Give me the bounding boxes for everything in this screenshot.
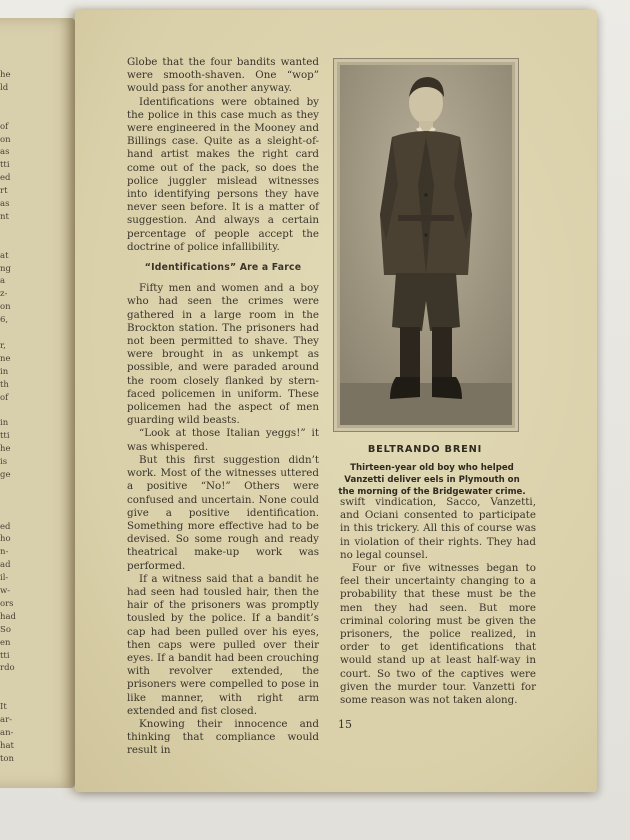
facing-page-text-fragment: at (0, 250, 9, 261)
facing-page-text-fragment: nt (0, 211, 9, 222)
facing-page-text-fragment: had (0, 611, 16, 622)
paragraph-globe: Globe that the four bandits wanted were smooth-shaven. One “wop” would pass for another anyway. (127, 56, 319, 95)
paragraph-tousled-hair: If a witness said that a bandit he had seen had tousled hair, then the hair of the prisoners was promptly tousled by the police. If a bandit’s cap had been pulled over his eyes, then caps were pulled over their eyes. If a bandit had been crouching with revolver extended, the prisoners were compelled to pose in like manner, with right arm extended and fist closed. (127, 572, 319, 717)
facing-page-text-fragment: ad (0, 560, 11, 571)
facing-page-text-fragment: of (0, 121, 9, 132)
facing-page-text-fragment: tti (0, 160, 10, 171)
facing-page-text-fragment: ed (0, 173, 11, 184)
facing-page-text-fragment: as (0, 147, 10, 158)
section-heading: “Identifications” Are a Farce (144, 262, 302, 274)
paragraph-knowing-innocence: Knowing their innocence and thinking that compliance would result in (127, 717, 319, 757)
facing-page-text-fragment: ld (0, 82, 9, 93)
facing-page-text-fragment: as (0, 199, 10, 209)
facing-page-text-fragment: tti (0, 650, 10, 661)
facing-page-text-fragment: rdo (0, 663, 15, 674)
facing-page-text-fragment: in (0, 418, 9, 429)
left-text-column (127, 56, 319, 758)
facing-page-text-fragment: en (0, 637, 11, 648)
facing-page-text-fragment: rt (0, 186, 8, 197)
facing-page-text-fragment: in (0, 366, 9, 377)
portrait-photo-frame (333, 58, 519, 432)
portrait-photo (340, 65, 512, 425)
facing-page-text-fragment: hat (0, 740, 14, 751)
facing-page-text-fragment: an- (0, 727, 14, 738)
paragraph-swift-vindication: swift vindication, Sacco, Vanzetti, and Ociani consented to participate in this trickery. All this of course was in violation of their rights. They had no legal counsel. (340, 496, 536, 561)
facing-page-text-fragment: 6, (0, 315, 9, 326)
boy-portrait-illustration (340, 65, 512, 425)
facing-page-edge (0, 18, 75, 788)
facing-page-text-fragment: ge (0, 469, 11, 480)
paragraph-fifty-men: Fifty men and women and a boy who had seen the crimes were gathered in a large room in the Brockton station. The prisoners had not been permitted to shave. They were brought in as unkempt as possible, and were paraded around the room closely flanked by stern-faced policemen in uniform. These policemen had the aspect of men guarding wild beasts. (127, 282, 319, 427)
facing-page-text-fragment: on (0, 302, 11, 313)
facing-page-text-fragment: il- (0, 573, 9, 584)
facing-page-text-fragment: of (0, 392, 9, 403)
facing-page-text-fragment: ton (0, 753, 15, 764)
paragraph-italian-yeggs: “Look at those Italian yeggs!” it was whispered. (127, 427, 319, 453)
facing-page-text-fragment: ar- (0, 715, 13, 725)
page-number: 15 (338, 718, 352, 731)
facing-page-text-fragment: So (0, 624, 11, 635)
facing-page-text-fragment: ed (0, 521, 11, 532)
facing-page-text-fragment: tti (0, 431, 10, 442)
paragraph-identifications: Identifications were obtained by the police in this case much as they were engineered in the Mooney and Billings case. Quite as a sleight-of-hand artist makes the right card come out of the pack, so does the police juggler mislead witnesses into identifying persons they have never seen before. It is a matter of suggestion. And always a certain percentage of people accept the doctrine of police infallibility. (127, 95, 319, 253)
facing-page-text-fragment: z- (0, 289, 8, 300)
paragraph-first-suggestion: But this first suggestion didn’t work. Most of the witnesses uttered a positive “No!” Others were confused and uncertain. None could give a positive identification. Something more effective had to be devised. So some rough and ready theatrical make-up work was performed. (127, 453, 319, 572)
facing-page-text-fragment: th (0, 379, 9, 390)
facing-page-text-fragment: he (0, 70, 11, 80)
photo-subject-name: BELTRANDO BRENI (367, 444, 483, 455)
magazine-page (75, 10, 597, 792)
facing-page-text-fragment: It (0, 702, 7, 713)
facing-page-text-fragment: a (0, 276, 6, 287)
facing-page-text-fragment: ng (0, 263, 11, 274)
facing-page-text-fragment: ors (0, 598, 14, 609)
facing-page-text-fragment: is (0, 457, 8, 467)
facing-page-text-fragment: n- (0, 547, 9, 558)
paragraph-four-or-five-witnesses: Four or five witnesses began to feel their uncertainty changing to a probability that these must be the men they had seen. But more criminal coloring must be given the prisoners, the police realized, in order to get identifications that would stand up at least half-way in court. So two of the captives were given the murder tour. Vanzetti for some reason was not taken along. (340, 562, 536, 707)
facing-page-text-fragment: ne (0, 353, 11, 364)
facing-page-text-fragment: ho (0, 534, 11, 545)
facing-page-text-fragment: w- (0, 586, 11, 596)
facing-page-text-fragment: on (0, 134, 11, 145)
facing-page-text-fragment: he (0, 444, 11, 455)
facing-page-text-fragment: r, (0, 340, 6, 351)
photo-caption: Thirteen-year old boy who helped Vanzetti deliver eels in Plymouth on the morning of the Bridgewater crime. (338, 463, 526, 497)
right-text-column (340, 496, 536, 707)
